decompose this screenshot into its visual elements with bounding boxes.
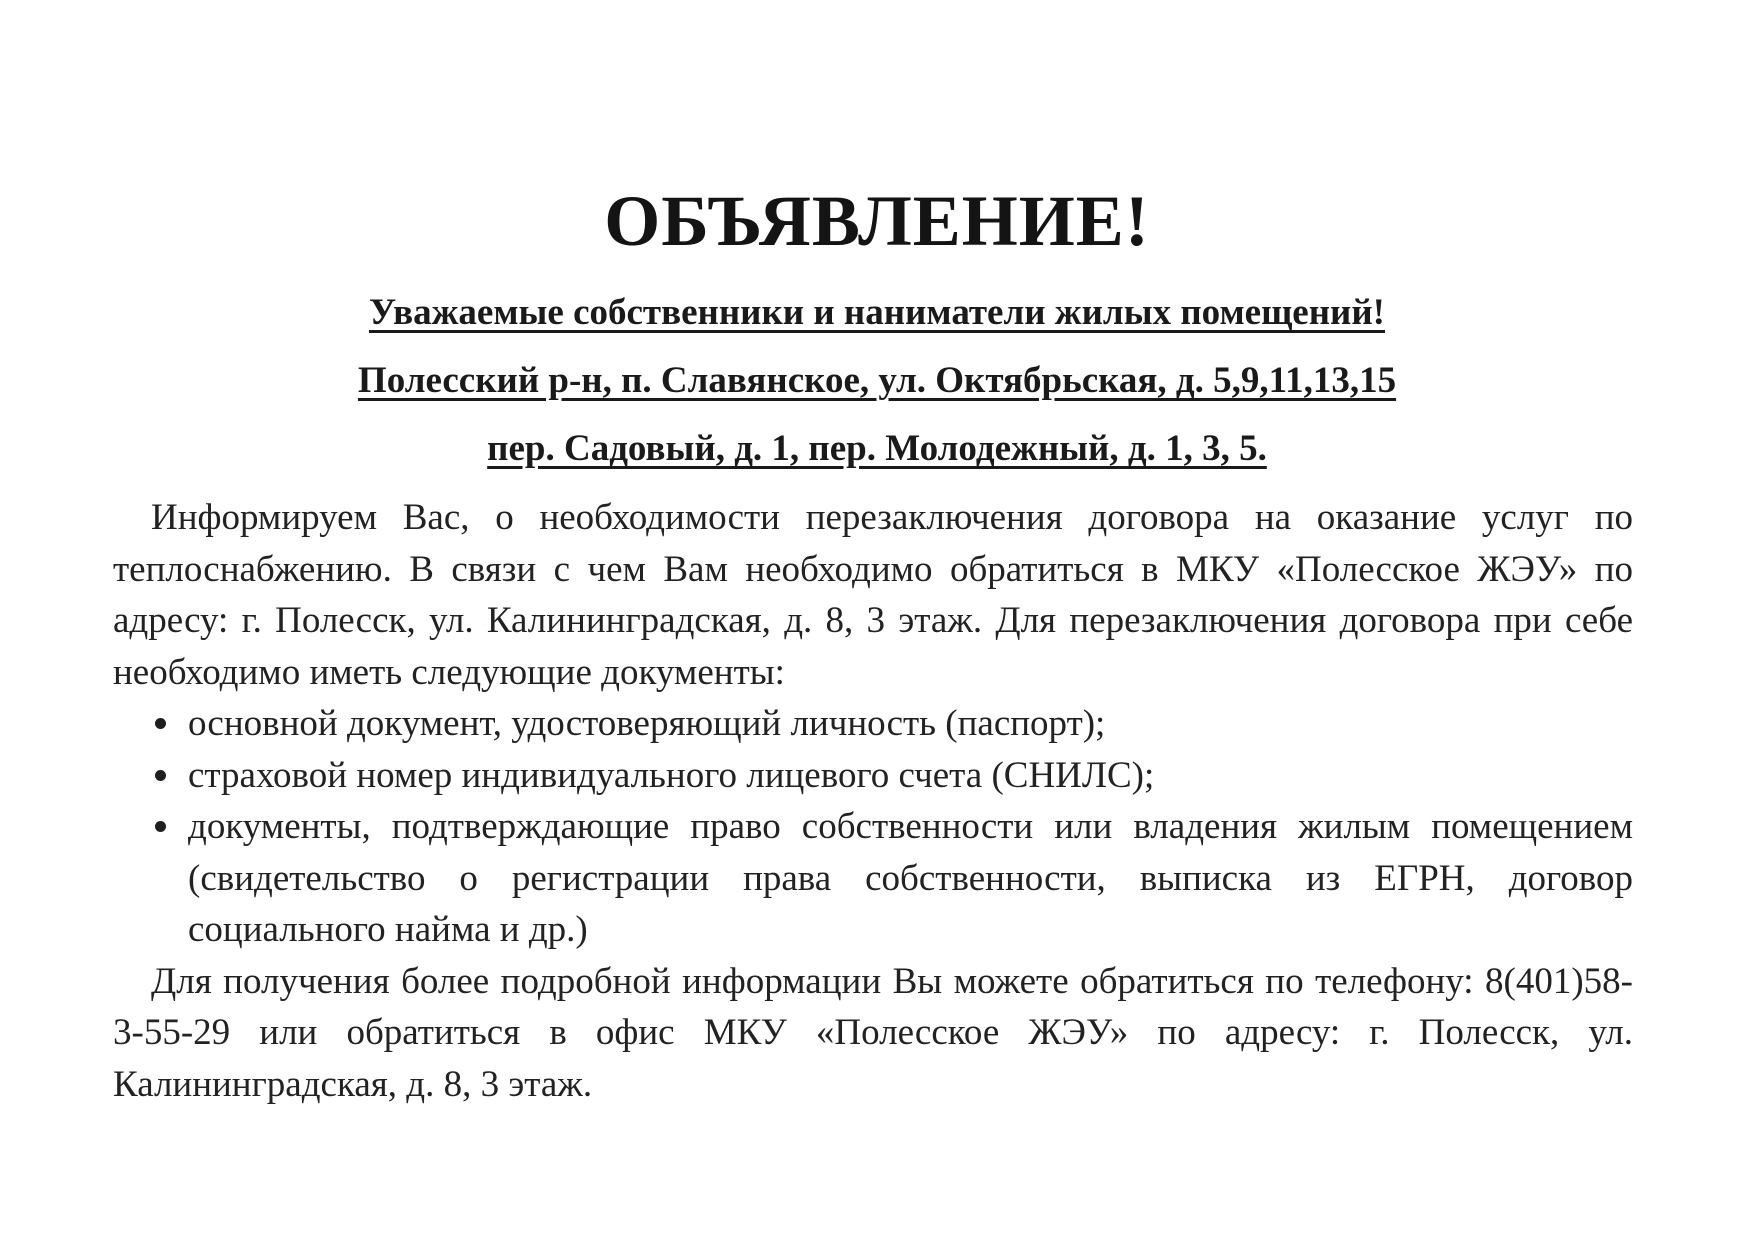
- document-item-text: документы, подтверждающие право собственности или владения жилым помещением (свидетельство о регистрации права собственности, выписка из ЕГРН, договор социального найма и др.): [188, 806, 1633, 950]
- announcement-title: ОБЪЯВЛЕНИЕ!: [604, 181, 1150, 261]
- list-item: [113, 750, 1633, 802]
- address-heading-streets: Полесский р-н, п. Славянское, ул. Октябрьская, д. 5,9,11,13,15: [357, 360, 1397, 401]
- bullet-icon: [155, 821, 166, 832]
- announcement-body: [113, 492, 1633, 1110]
- bullet-icon: [155, 770, 166, 781]
- list-item: [113, 801, 1633, 956]
- list-item: [113, 698, 1633, 750]
- address-heading-lanes: пер. Садовый, д. 1, пер. Молодежный, д. 1, 3, 5.: [487, 428, 1267, 469]
- addressee-heading: Уважаемые собственники и наниматели жилых помещений!: [368, 292, 1386, 333]
- document-item-text: основной документ, удостоверяющий личность (паспорт);: [188, 703, 1106, 744]
- bullet-icon: [155, 718, 166, 729]
- document-item-text: страховой номер индивидуального лицевого счета (СНИЛС);: [188, 754, 1155, 796]
- required-documents-list: [113, 698, 1633, 956]
- intro-paragraph: Информируем Вас, о необходимости перезаключения договора на оказание услуг по теплоснабжению. В связи с чем Вам необходимо обратиться в МКУ «Полесское ЖЭУ» по адресу: г. Полесск, ул. Калининградская, д. 8, 3 этаж. Для перезаключения договора при себе необходимо иметь следующие документы:: [113, 497, 1633, 693]
- contact-paragraph: Для получения более подробной информации Вы можете обратиться по телефону: 8(401)58-3-55-29 или обратиться в офис МКУ «Полесское ЖЭУ» по адресу: г. Полесск, ул. Калининградская, д. 8, 3 этаж.: [113, 960, 1633, 1105]
